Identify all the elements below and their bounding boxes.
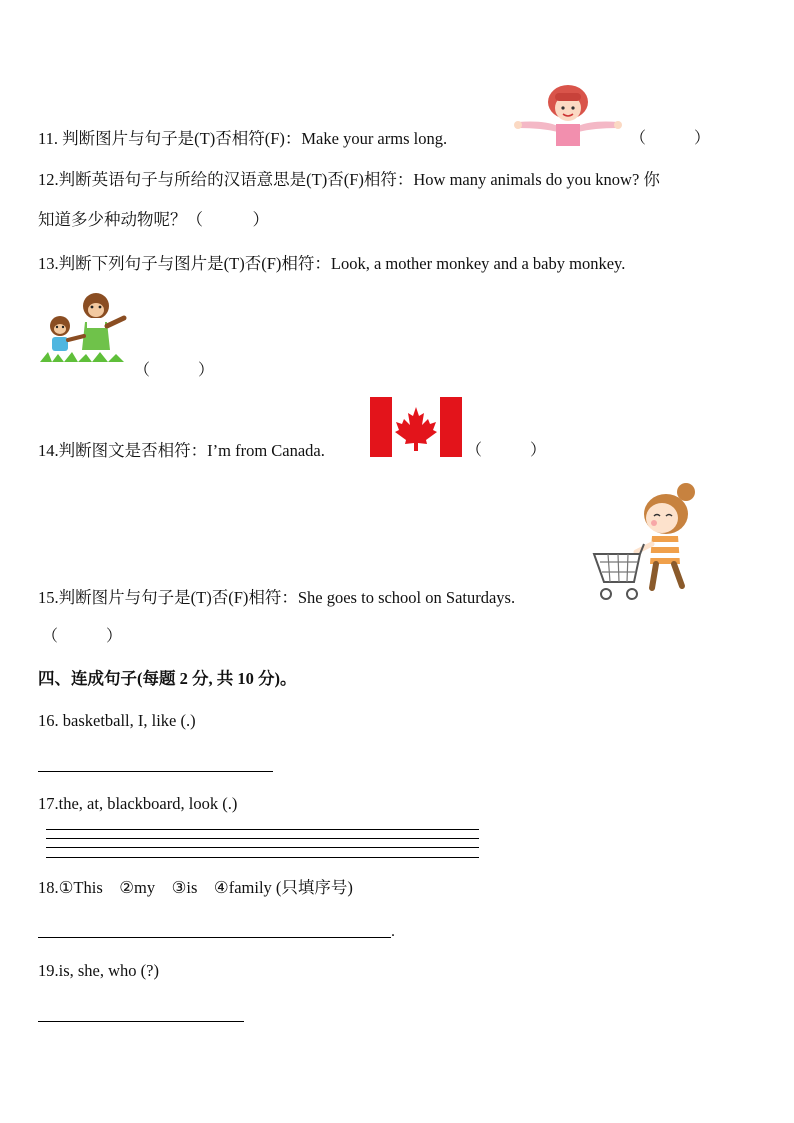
q16-text: 16. basketball, I, like (.) <box>38 711 196 730</box>
q19-answer-line[interactable] <box>38 1021 244 1022</box>
q17-writing-line-3[interactable] <box>46 847 479 848</box>
q18-text: 18.①This ②my ③is ④family (只填序号) <box>38 878 353 897</box>
monkeys-image <box>38 288 130 370</box>
q15-answer-paren[interactable]: （ ） <box>42 628 123 645</box>
q17-writing-line-4[interactable] <box>46 857 479 858</box>
canada-flag-image <box>370 397 462 457</box>
q19-text: 19.is, she, who (?) <box>38 961 159 980</box>
q12-line2: 知道多少种动物呢？（ ） <box>38 210 269 229</box>
section4-heading: 四、连成句子(每题 2 分, 共 10 分)。 <box>38 669 297 688</box>
q18-answer-line[interactable] <box>38 937 391 938</box>
q11-answer-paren[interactable]: （ ） <box>630 130 711 147</box>
q13-text: 13.判断下列句子与图片是(T)否(F)相符：Look, a mother monkey and a baby monkey. <box>38 254 626 273</box>
q12-line1: 12.判断英语句子与所给的汉语意思是(T)否(F)相符：How many animals do you know? 你 <box>38 170 660 189</box>
q18-period: . <box>391 923 395 940</box>
q17-writing-line-2[interactable] <box>46 838 479 839</box>
q14-answer-paren[interactable]: （ ） <box>466 442 547 459</box>
girl-with-cart-image <box>590 478 702 603</box>
girl-arms-out-image <box>514 84 622 148</box>
q17-text: 17.the, at, blackboard, look (.) <box>38 794 238 813</box>
q17-writing-line-1[interactable] <box>46 829 479 830</box>
q14-text: 14.判断图文是否相符：I’m from Canada. <box>38 441 325 460</box>
q16-answer-line[interactable] <box>38 771 273 772</box>
q13-answer-paren[interactable]: （ ） <box>134 362 215 379</box>
q15-text: 15.判断图片与句子是(T)否(F)相符：She goes to school on Saturdays. <box>38 588 516 607</box>
q11-text: 11. 判断图片与句子是(T)否相符(F)：Make your arms long. <box>38 129 448 148</box>
